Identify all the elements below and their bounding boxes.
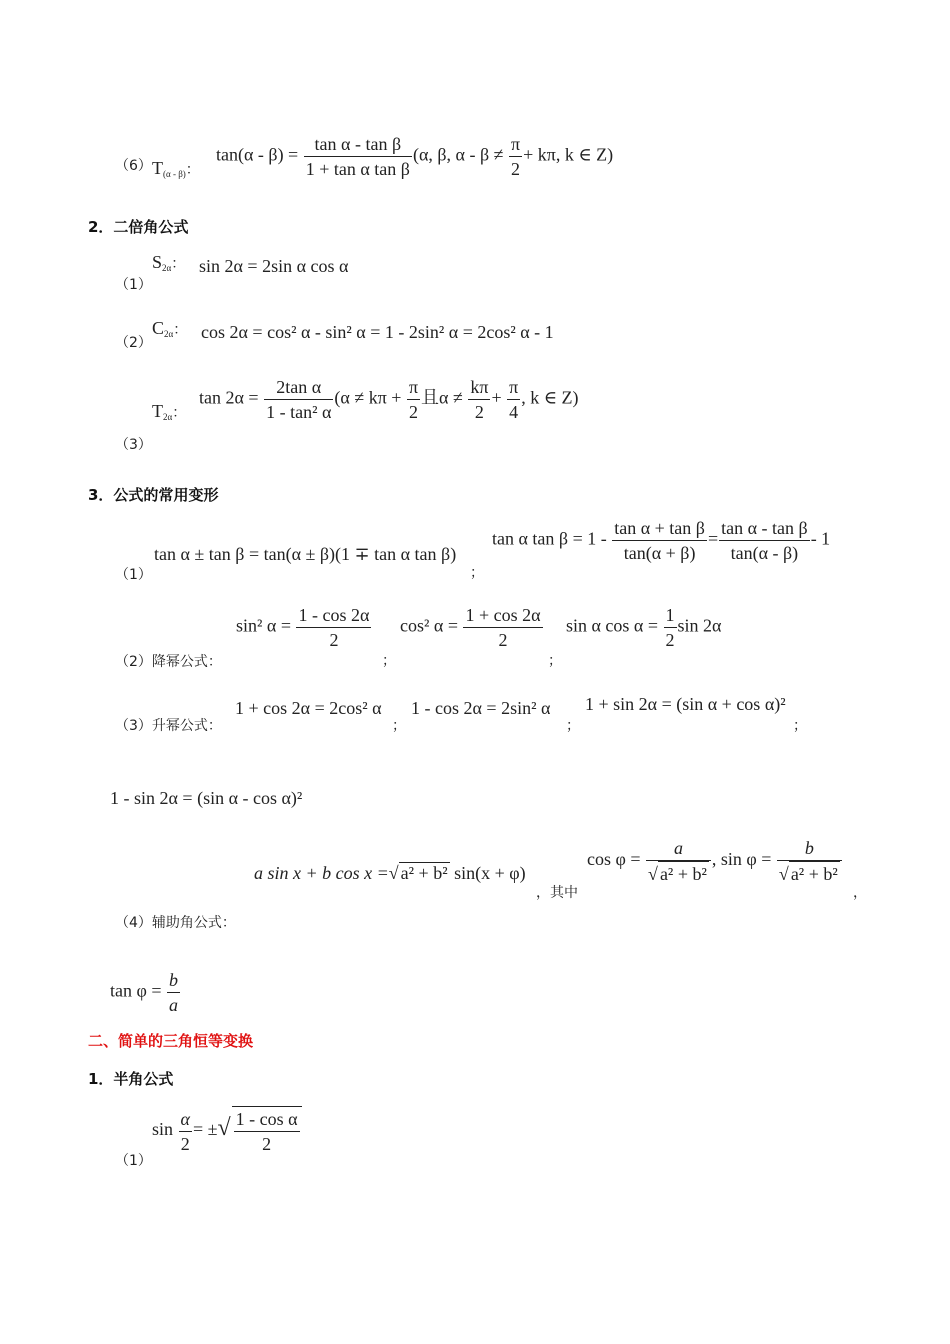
item-label: （3） <box>115 437 152 453</box>
tan-phi-formula <box>110 968 181 1017</box>
item-label: （2） <box>115 335 152 351</box>
colon: ： <box>185 162 200 178</box>
condition: (α ≠ kπ + <box>334 387 402 408</box>
numerator: 1 <box>664 603 677 628</box>
auxiliary-angle-formula: a sin x + b cos x =√ a² + b² sin(x + φ) <box>254 863 526 883</box>
section-heading: 1．半角公式 <box>88 1070 174 1088</box>
operator: = ± <box>192 1119 218 1140</box>
numerator: 1 + cos 2α <box>463 603 542 628</box>
fraction <box>232 1106 302 1156</box>
item-label: （4）辅助角公式： <box>115 915 236 931</box>
operator: = <box>707 528 719 549</box>
condition: α ≠ <box>439 387 463 408</box>
formula-subscript: 2α <box>163 412 173 422</box>
numerator: b <box>167 968 180 993</box>
fraction <box>719 516 810 565</box>
formula-rhs: sin 2α <box>677 615 722 636</box>
fraction <box>612 516 707 565</box>
fraction <box>646 836 711 886</box>
numerator: tan α - tan β <box>304 132 412 157</box>
denominator: 2 <box>329 630 339 650</box>
numerator: 1 - cos 2α <box>296 603 371 628</box>
separator: ； <box>548 653 562 669</box>
formula-lhs: tan(α - β) = <box>216 144 299 165</box>
formula-lhs: tan φ = <box>110 980 162 1001</box>
fraction <box>468 375 490 424</box>
separator: ； <box>793 718 807 734</box>
formula-symbol: C <box>152 318 165 338</box>
fraction <box>407 375 420 424</box>
denominator: tan(α + β) <box>623 543 696 563</box>
formula-lhs: a sin x + b cos x = <box>254 863 389 883</box>
power-increase-formula-4: 1 - sin 2α = (sin α - cos α)² <box>110 788 303 808</box>
formula-name <box>152 401 186 422</box>
denominator: 2 <box>498 630 508 650</box>
formula-lhs: cos φ = <box>587 849 641 870</box>
numerator: π <box>509 132 522 157</box>
section-heading: 2．二倍角公式 <box>88 218 189 236</box>
formula-subscript: 2α <box>164 329 174 339</box>
sin-double-angle-formula: sin 2α = 2sin α cos α <box>199 256 349 276</box>
formula-lhs: cos² α = <box>400 615 458 636</box>
denominator: tan(α - β) <box>730 543 799 563</box>
power-increase-formula-1: 1 + cos 2α = 2cos² α <box>235 698 382 718</box>
power-reduction-cos-formula <box>400 603 544 652</box>
separator: ； <box>470 565 484 581</box>
fraction <box>264 375 333 424</box>
denominator: 1 - tan² α <box>266 402 332 422</box>
denominator: √ a² + b² <box>777 861 842 886</box>
formula-lhs: sin α cos α = <box>566 615 659 636</box>
formula-symbol: T <box>152 401 163 421</box>
radical-sign: √ <box>217 1115 231 1142</box>
formula-name <box>152 318 187 339</box>
power-increase-formula-2: 1 - cos 2α = 2sin² α <box>411 698 551 718</box>
condition: (α, β, α - β ≠ <box>412 144 504 165</box>
item-label: （2）降幂公式： <box>115 654 222 670</box>
colon: ： <box>172 405 187 421</box>
separator: ； <box>392 718 406 734</box>
power-reduction-sin-formula <box>236 603 372 652</box>
formula-subscript: 2α <box>162 263 172 273</box>
conjunction: 且 <box>421 387 440 408</box>
cos-double-angle-formula: cos 2α = cos² α - sin² α = 1 - 2sin² α = 2cos² α - 1 <box>201 322 554 342</box>
numerator: 2tan α <box>264 375 333 400</box>
fraction <box>507 375 520 424</box>
item-label: （3）升幂公式： <box>115 718 222 734</box>
denominator: 2 <box>665 630 675 650</box>
formula-symbol: S <box>152 252 163 272</box>
tan-product-formula <box>492 516 830 565</box>
colon: ： <box>171 256 186 272</box>
separator: , sin φ = <box>711 849 772 870</box>
denominator: 2 <box>180 1133 190 1154</box>
denominator: 2 <box>474 402 484 422</box>
where-text: ，其中 <box>536 885 578 901</box>
fraction <box>509 132 522 181</box>
numerator: π <box>407 375 420 400</box>
sqrt-radicand: a² + b² <box>789 861 840 886</box>
sin-cos-product-formula <box>566 603 721 652</box>
denominator: 1 + tan α tan β <box>305 159 410 179</box>
numerator: tan α + tan β <box>612 516 707 541</box>
formula-subscript: (α - β) <box>163 169 186 179</box>
formula-lhs: tan 2α = <box>199 387 259 408</box>
sqrt-radicand: a² + b² <box>400 863 448 883</box>
fraction <box>304 132 412 181</box>
power-increase-formula-3: 1 + sin 2α = (sin α + cos α)² <box>585 694 786 714</box>
part-heading: 二、简单的三角恒等变换 <box>88 1032 254 1050</box>
denominator: 4 <box>509 402 519 422</box>
fraction <box>296 603 371 652</box>
phi-definition-formula <box>587 836 843 886</box>
operator: + <box>491 387 502 408</box>
formula-name <box>152 252 185 273</box>
numerator: a <box>646 836 711 861</box>
formula-lhs: tan α tan β = 1 - <box>492 528 607 549</box>
numerator: kπ <box>468 375 490 400</box>
formula-tail: - 1 <box>810 528 831 549</box>
sqrt-radicand: a² + b² <box>658 861 709 886</box>
tan-difference-formula <box>216 132 613 181</box>
item-label: （1） <box>115 1153 152 1169</box>
item-label: （1） <box>115 277 152 293</box>
formula-name <box>152 158 200 179</box>
formula-rhs: sin(x + φ) <box>454 863 526 883</box>
fraction <box>664 603 677 652</box>
denominator: 2 <box>262 1134 272 1154</box>
numerator: α <box>179 1107 192 1132</box>
fraction <box>777 836 842 886</box>
numerator: tan α - tan β <box>719 516 810 541</box>
tan-double-angle-formula <box>199 375 579 424</box>
numerator: b <box>777 836 842 861</box>
item-label: （1） <box>115 567 152 583</box>
half-angle-sin-formula <box>152 1106 303 1156</box>
formula-symbol: T <box>152 158 163 178</box>
section-heading: 3．公式的常用变形 <box>88 486 219 504</box>
denominator: 2 <box>408 402 418 422</box>
separator: ； <box>566 718 580 734</box>
numerator: π <box>507 375 520 400</box>
fraction <box>167 968 180 1017</box>
separator: ； <box>382 653 396 669</box>
fraction <box>179 1107 192 1156</box>
item-label: （6） <box>115 158 152 174</box>
separator: ， <box>853 885 867 901</box>
denominator: 2 <box>511 159 521 179</box>
numerator: 1 - cos α <box>234 1107 300 1132</box>
denominator: a <box>169 995 179 1015</box>
tan-sum-variant-formula: tan α ± tan β = tan(α ± β)(1 ∓ tan α tan β) <box>154 544 457 564</box>
formula-lhs: sin² α = <box>236 615 291 636</box>
colon: ： <box>173 322 188 338</box>
denominator: √ a² + b² <box>646 861 711 886</box>
fraction <box>463 603 542 652</box>
condition: + kπ, k ∈ Z) <box>523 144 614 165</box>
condition: , k ∈ Z) <box>521 387 579 408</box>
formula-lhs: sin <box>152 1119 174 1140</box>
